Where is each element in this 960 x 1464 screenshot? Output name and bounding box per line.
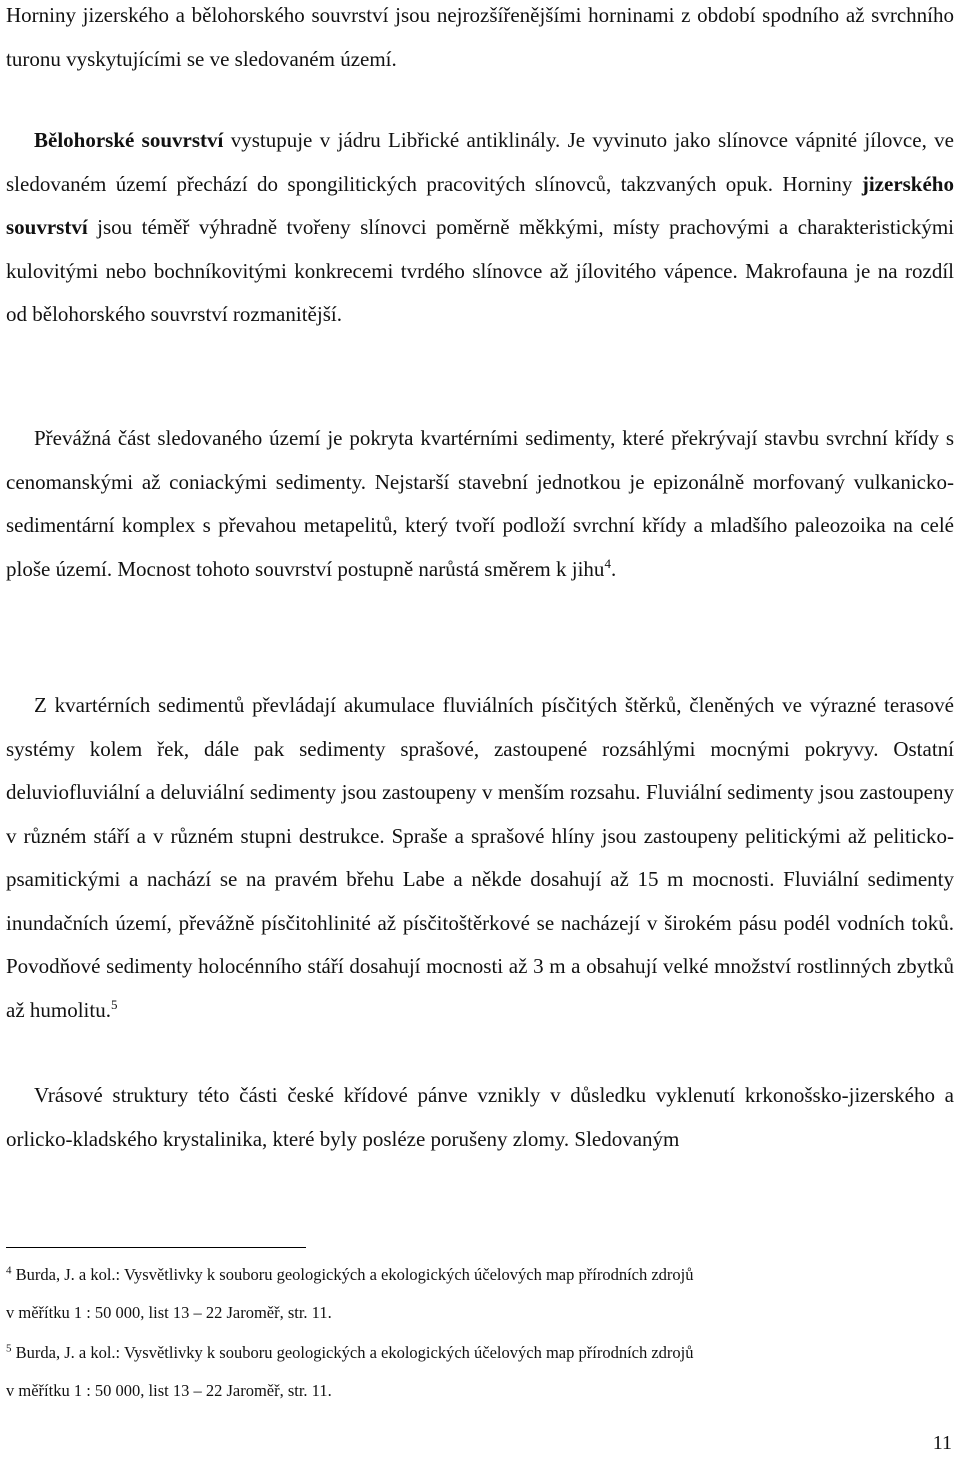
paragraph-belohorske <box>6 119 954 337</box>
footnote-ref-5[interactable]: 5 <box>110 996 118 1012</box>
paragraph-text: Z kvartérních sedimentů převládají akumulace fluviálních písčitých štěrků, členěných ve výrazné terasové systémy kolem řek, dále pak sedimenty sprašové, zastoupené rozsáhlými mocnými pokryvy. Ostatní deluviofluviální a deluviální sedimenty jsou zastoupeny v menším rozsahu. Fluviální sedimenty jsou zastoupeny v různém stáří a v různém stupni destrukce. Spraše a sprašové hlíny jsou zastoupeny pelitickými až peliticko-psamitickými a nachází se na pravém břehu Labe a někde dosahují až 15 m mocnosti. Fluviální sedimenty inundačních území, převážně písčitohlinité až písčitoštěrkové se nacházejí v širokém pásu podél vodních toků. Povodňové sedimenty holocénního stáří dosahují mocnosti až 3 m a obsahují velké množství rostlinných zbytků až humolitu. <box>6 693 954 1022</box>
paragraph-vrasove <box>6 1074 954 1161</box>
footnote-4 <box>6 1256 954 1332</box>
footnote-ref-4[interactable]: 4 <box>604 555 611 571</box>
footnote-line: Burda, J. a kol.: Vysvětlivky k souboru geologických a ekologických účelových map přírodních zdrojů <box>11 1343 694 1362</box>
paragraph-text: Horniny jizerského a bělohorského souvrství jsou nejrozšířenějšími horninami z období spodního až svrchního turonu vyskytujícími se ve sledovaném území. <box>6 3 954 71</box>
paragraph-text: Vrásové struktury této části české křídové pánve vznikly v důsledku vyklenutí krkonošsko-jizerského a orlicko-kladského krystalinika, které byly posléze porušeny zlomy. Sledovaným <box>6 1083 954 1151</box>
paragraph-text: Převážná část sledovaného území je pokryta kvartérními sedimenty, které překrývají stavbu svrchní křídy s cenomanskými až coniackými sedimenty. Nejstarší stavební jednotkou je epizonálně morfovaný vulkanicko-sedimentární komplex s převahou metapelitů, který tvoří podloží svrchní křídy a mladšího paleozoika na celé ploše území. Mocnost tohoto souvrství postupně narůstá směrem k jihu <box>6 426 954 581</box>
footnote-5 <box>6 1334 954 1410</box>
paragraph-text: jsou téměř výhradně tvořeny slínovci poměrně měkkými, místy prachovými a charakteristickými kulovitými nebo bochníkovitými konkrecemi tvrdého slínovce až jílovitého vápence. Makrofauna je na rozdíl od bělohorského souvrství rozmanitější. <box>6 215 954 326</box>
footnote-line: v měřítku 1 : 50 000, list 13 – 22 Jaroměř, str. 11. <box>6 1381 332 1400</box>
paragraph-prevazna <box>6 417 954 591</box>
paragraph-text-end: . <box>610 556 617 581</box>
page-number: 11 <box>932 1432 952 1454</box>
footnote-number: 5 <box>6 1342 12 1355</box>
footnote-line: v měřítku 1 : 50 000, list 13 – 22 Jaroměř, str. 11. <box>6 1303 332 1322</box>
paragraph-horniny <box>6 0 954 81</box>
footnote-number: 4 <box>6 1264 12 1277</box>
term-jizerske-souvrstvi: jizerského souvrství <box>6 171 954 239</box>
term-belohorske-souvrstvi: Bělohorské souvrství <box>34 128 224 152</box>
paragraph-text: vystupuje v jádru Libřické antiklinály. Je vyvinuto jako slínovce vápnité jílovce, ve sledovaném území přechází do spongilitických pracovitých slínovců, takzvaných opuk. Horniny <box>6 128 954 196</box>
footnote-line: Burda, J. a kol.: Vysvětlivky k souboru geologických a ekologických účelových map přírodních zdrojů <box>11 1265 694 1284</box>
footnote-separator <box>6 1247 306 1248</box>
paragraph-kvarterni <box>6 684 954 1032</box>
